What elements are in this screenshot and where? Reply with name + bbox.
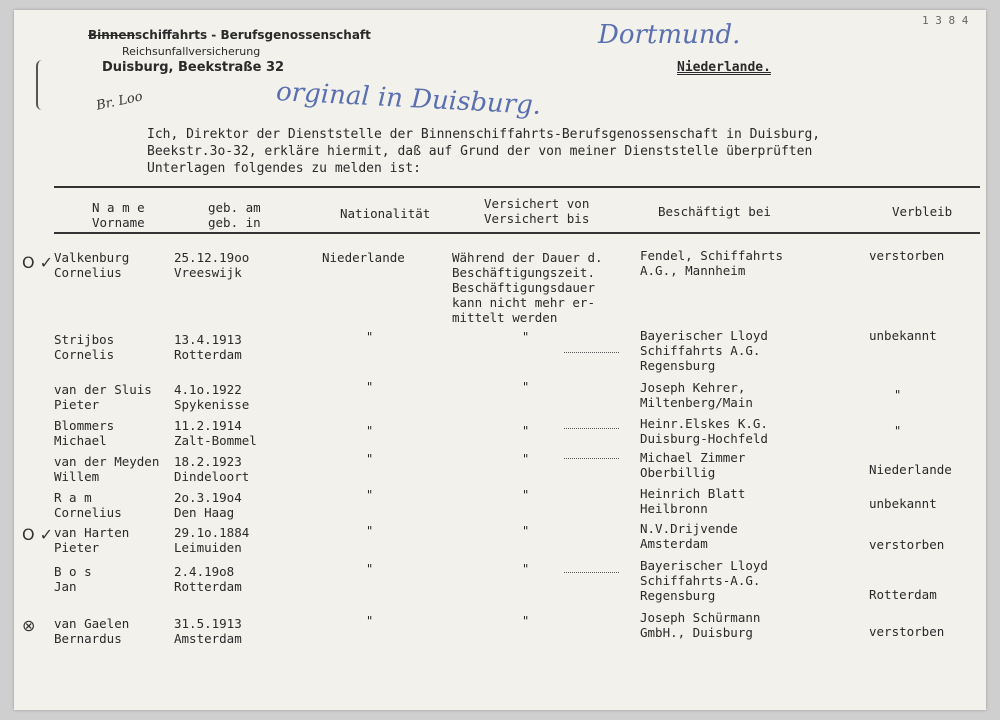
name-cell: B o s Jan	[54, 564, 92, 594]
nationality-ditto: "	[366, 380, 374, 394]
margin-bracket	[36, 60, 48, 110]
name-cell: van der Sluis Pieter	[54, 382, 152, 412]
name-cell: Valkenburg Cornelius	[54, 250, 130, 280]
nationality-ditto: "	[366, 614, 374, 628]
dotted-line	[564, 428, 619, 429]
col-insured-from-label: Versichert von	[484, 196, 590, 211]
employer-cell: Joseph Kehrer, Miltenberg/Main	[640, 380, 753, 410]
nationality-ditto: "	[366, 330, 374, 344]
employer-cell: Heinrich Blatt Heilbronn	[640, 486, 746, 516]
letterhead-struck: Binnen	[88, 28, 136, 42]
birth-cell: 13.4.1913 Rotterdam	[174, 332, 242, 362]
nationality-ditto: "	[366, 524, 374, 538]
birth-cell: 29.1o.1884 Leimuiden	[174, 525, 250, 555]
employer-cell: Michael Zimmer Oberbillig	[640, 450, 746, 480]
whereabouts-cell: verstorben	[869, 624, 945, 639]
col-insured-until-label: Versichert bis	[484, 211, 590, 226]
dotted-line	[564, 572, 619, 573]
col-nationality-header: Nationalität	[340, 206, 431, 221]
row-mark: ⊗	[22, 616, 36, 635]
col-insured-header	[484, 196, 589, 226]
nationality-cell: Niederlande	[322, 250, 405, 265]
birth-cell: 2o.3.19o4 Den Haag	[174, 490, 242, 520]
insured-ditto: "	[522, 452, 530, 466]
insured-ditto: "	[522, 380, 530, 394]
whereabouts-cell: Rotterdam	[869, 587, 937, 602]
employer-cell: N.V.Drijvende Amsterdam	[640, 521, 738, 551]
letterhead-line3: Duisburg, Beekstraße 32	[102, 60, 285, 75]
employer-cell: Heinr.Elskes K.G. Duisburg-Hochfeld	[640, 416, 768, 446]
nationality-ditto: "	[366, 562, 374, 576]
birth-cell: 11.2.1914 Zalt-Bommel	[174, 418, 257, 448]
table-top-rule	[54, 186, 980, 188]
name-cell: Blommers Michael	[54, 418, 115, 448]
whereabouts-ditto: "	[894, 388, 902, 402]
employer-cell: Bayerischer Lloyd Schiffahrts A.G. Regensburg	[640, 328, 768, 373]
insured-ditto: "	[522, 614, 530, 628]
handwritten-city: Dortmund.	[598, 20, 741, 50]
insured-ditto: "	[522, 562, 530, 576]
intro-text	[147, 126, 820, 177]
row-mark: O ✓	[22, 525, 54, 544]
dotted-line	[564, 458, 619, 459]
insured-ditto: "	[522, 524, 530, 538]
country-heading: Niederlande.	[677, 60, 771, 75]
nationality-ditto: "	[366, 452, 374, 466]
name-cell: Strijbos Cornelis	[54, 332, 115, 362]
birth-cell: 2.4.19o8 Rotterdam	[174, 564, 242, 594]
intro-line: Ich, Direktor der Dienststelle der Binnenschiffahrts-Berufsgenossenschaft in Duisburg,	[147, 127, 821, 142]
letterhead	[88, 28, 371, 75]
whereabouts-cell: unbekannt	[869, 496, 937, 511]
col-geb-in-label: geb. in	[208, 215, 261, 230]
name-cell: van Gaelen Bernardus	[54, 616, 130, 646]
stamp-number: 1 3 8 4	[922, 14, 969, 27]
col-name-header	[92, 200, 145, 230]
col-name-label: N a m e	[92, 200, 145, 215]
birth-cell: 31.5.1913 Amsterdam	[174, 616, 242, 646]
insured-cell: Während der Dauer d. Beschäftigungszeit. Beschäftigungsdauer kann nicht mehr er- mittelt werden	[452, 250, 603, 325]
letterhead-line1	[88, 28, 371, 42]
row-mark: O ✓	[22, 253, 54, 272]
intro-line: Unterlagen folgendes zu melden ist:	[147, 161, 421, 176]
handwritten-note: orginal in Duisburg.	[275, 77, 542, 121]
insured-ditto: "	[522, 330, 530, 344]
header-bottom-rule	[54, 232, 980, 234]
col-born-header	[208, 200, 261, 230]
insured-ditto: "	[522, 488, 530, 502]
insured-ditto: "	[522, 424, 530, 438]
intro-line: Beekstr.3o-32, erkläre hiermit, daß auf Grund der von meiner Dienststelle überprüften	[147, 144, 813, 159]
name-cell: R a m Cornelius	[54, 490, 122, 520]
nationality-ditto: "	[366, 488, 374, 502]
employer-cell: Bayerischer Lloyd Schiffahrts-A.G. Regensburg	[640, 558, 768, 603]
employer-cell: Joseph Schürmann GmbH., Duisburg	[640, 610, 761, 640]
employer-cell: Fendel, Schiffahrts A.G., Mannheim	[640, 248, 783, 278]
name-cell: van der Meyden Willem	[54, 454, 160, 484]
col-employer-header: Beschäftigt bei	[658, 204, 771, 219]
birth-cell: 18.2.1923 Dindeloort	[174, 454, 250, 484]
dotted-line	[564, 352, 619, 353]
whereabouts-cell: Niederlande	[869, 462, 952, 477]
col-vorname-label: Vorname	[92, 215, 145, 230]
whereabouts-cell: verstorben	[869, 537, 945, 552]
name-cell: van Harten Pieter	[54, 525, 130, 555]
document-page	[14, 10, 986, 710]
col-geb-am-label: geb. am	[208, 200, 261, 215]
whereabouts-cell: verstorben	[869, 248, 945, 263]
col-whereabouts-header: Verbleib	[892, 204, 953, 219]
birth-cell: 4.1o.1922 Spykenisse	[174, 382, 250, 412]
birth-cell: 25.12.19oo Vreeswijk	[174, 250, 250, 280]
letterhead-line2: Reichsunfallversicherung	[122, 45, 261, 58]
whereabouts-ditto: "	[894, 424, 902, 438]
nationality-ditto: "	[366, 424, 374, 438]
handwritten-initials: Br. Loo	[94, 89, 144, 114]
whereabouts-cell: unbekannt	[869, 328, 937, 343]
letterhead-line1-text: schiffahrts - Berufsgenossenschaft	[135, 28, 371, 42]
